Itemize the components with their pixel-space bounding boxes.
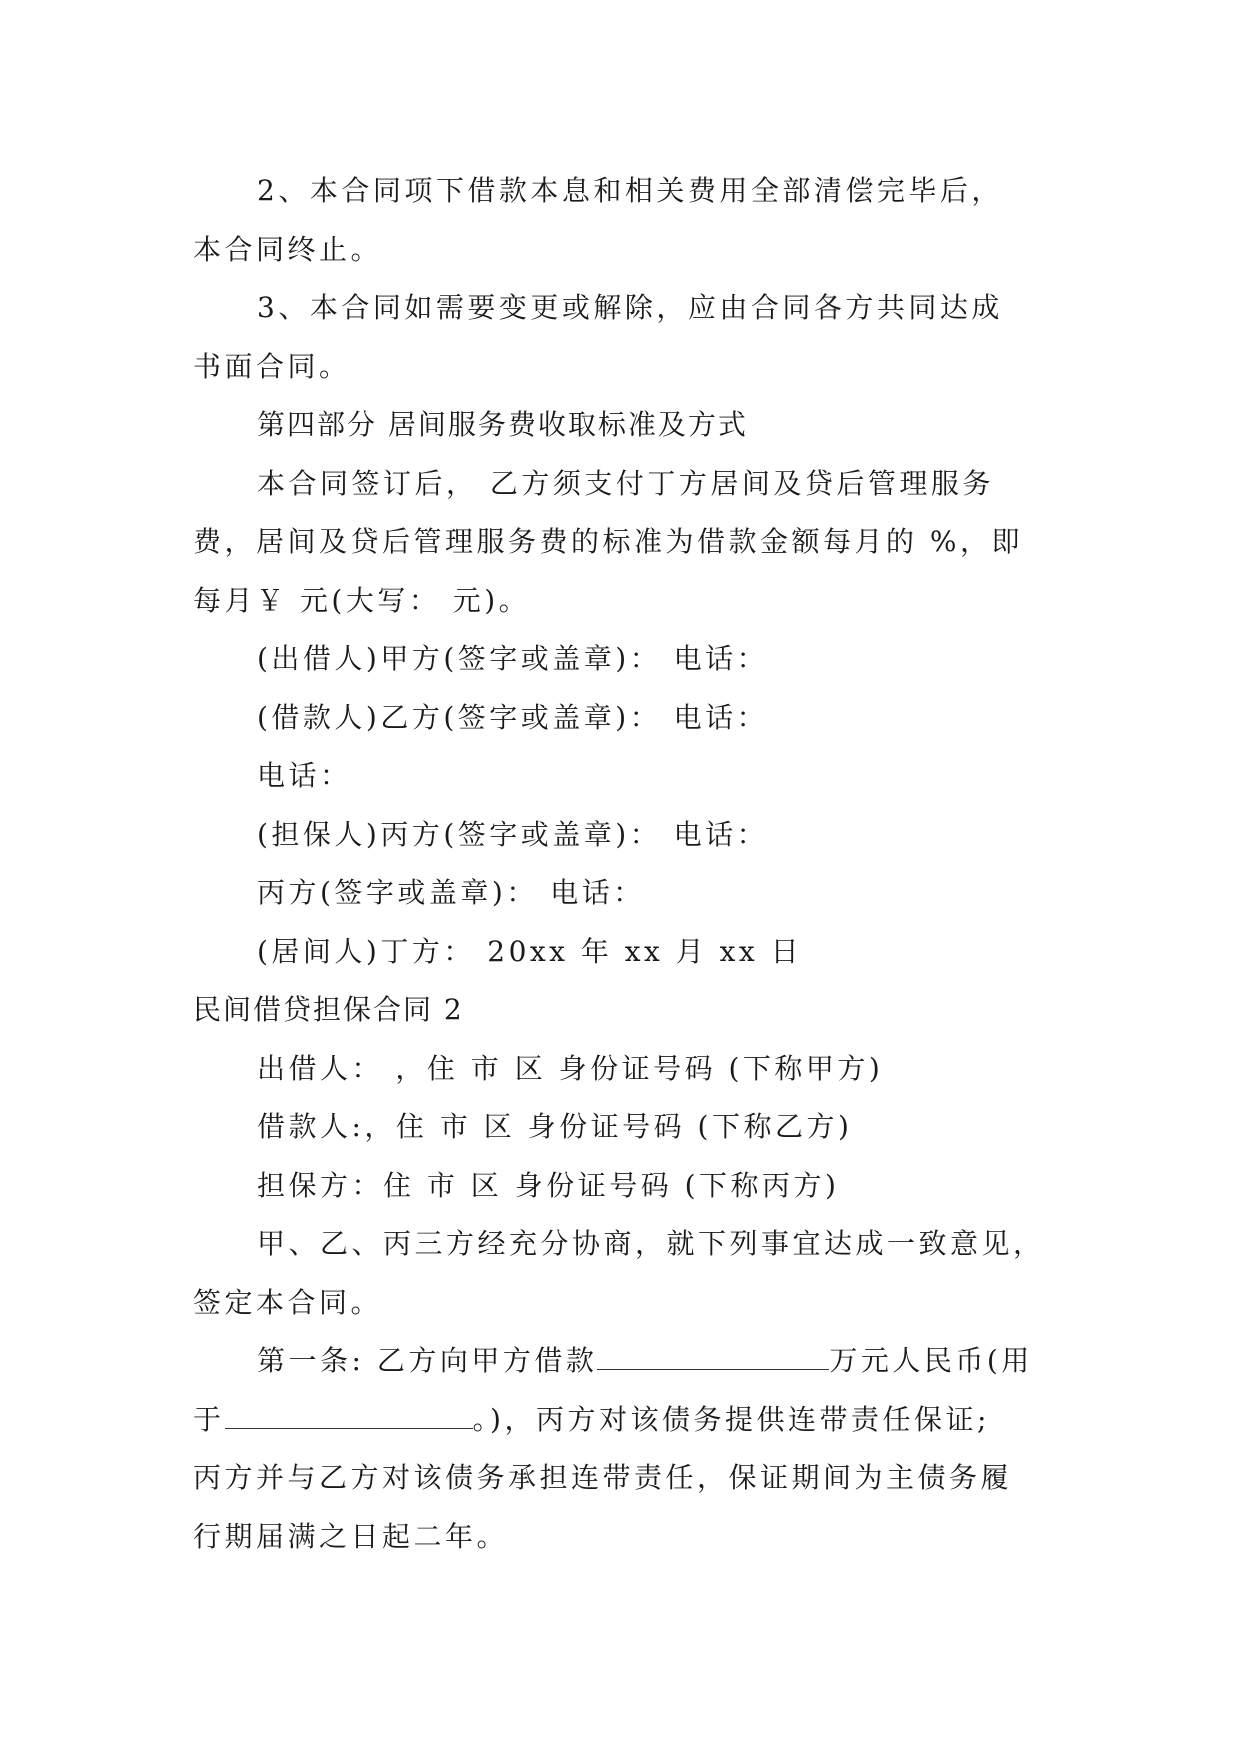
document-title: 民间借贷担保合同 2 bbox=[193, 993, 464, 1026]
article-1-text: 。)，丙方对该债务提供连带责任保证; bbox=[472, 1402, 990, 1436]
article-1-line bbox=[193, 1391, 1055, 1450]
article-1-line: 丙方并与乙方对该债务承担连带责任，保证期间为主债务履 bbox=[193, 1461, 1013, 1494]
paragraph-line: 本合同签订后， 乙方须支付丁方居间及贷后管理服务 bbox=[257, 466, 994, 500]
document-page bbox=[193, 162, 1055, 1566]
party-lender: 出借人： ，住 市 区 身份证号码 (下称甲方) bbox=[257, 1051, 884, 1085]
signature-line-guarantor: (担保人)丙方(签字或盖章)： 电话： bbox=[257, 817, 769, 851]
signature-line-lender: (出借人)甲方(签字或盖章)： 电话： bbox=[257, 642, 769, 675]
paragraph-line: 本合同终止。 bbox=[193, 232, 383, 266]
paragraph-line: 3、本合同如需要变更或解除，应由合同各方共同达成 bbox=[257, 291, 1003, 324]
phone-line: 电话： bbox=[257, 759, 352, 792]
signature-line-party-c: 丙方(签字或盖章)： 电话： bbox=[257, 876, 645, 909]
party-borrower: 借款人:，住 市 区 身份证号码 (下称乙方) bbox=[257, 1110, 853, 1143]
loan-purpose-blank[interactable] bbox=[225, 1404, 473, 1429]
paragraph-line: 书面合同。 bbox=[193, 349, 351, 383]
signature-line-intermediary: (居间人)丁方： 20xx 年 xx 月 xx 日 bbox=[257, 934, 803, 968]
loan-amount-blank[interactable] bbox=[597, 1345, 829, 1370]
signature-line-borrower: (借款人)乙方(签字或盖章)： 电话： bbox=[257, 700, 769, 734]
party-guarantor: 担保方：住 市 区 身份证号码 (下称丙方) bbox=[257, 1168, 840, 1202]
article-1-text: 于 bbox=[193, 1402, 225, 1436]
paragraph-line: 甲、乙、丙三方经充分协商，就下列事宜达成一致意见， bbox=[257, 1227, 1045, 1260]
article-1-text: 第一条: 乙方向甲方借款 bbox=[257, 1344, 598, 1377]
paragraph-line: 2、本合同项下借款本息和相关费用全部清偿完毕后， bbox=[257, 174, 1003, 207]
article-1-line bbox=[193, 1332, 1055, 1391]
article-1-text: 万元人民币(用 bbox=[829, 1344, 1033, 1377]
paragraph-line: 签定本合同。 bbox=[193, 1285, 383, 1319]
paragraph-line: 每月￥ 元(大写： 元)。 bbox=[193, 583, 531, 617]
section-heading: 第四部分 居间服务费收取标准及方式 bbox=[257, 408, 748, 441]
paragraph-line: 费，居间及贷后管理服务费的标准为借款金额每月的 %，即 bbox=[193, 525, 1024, 558]
article-1-line: 行期届满之日起二年。 bbox=[193, 1519, 509, 1553]
